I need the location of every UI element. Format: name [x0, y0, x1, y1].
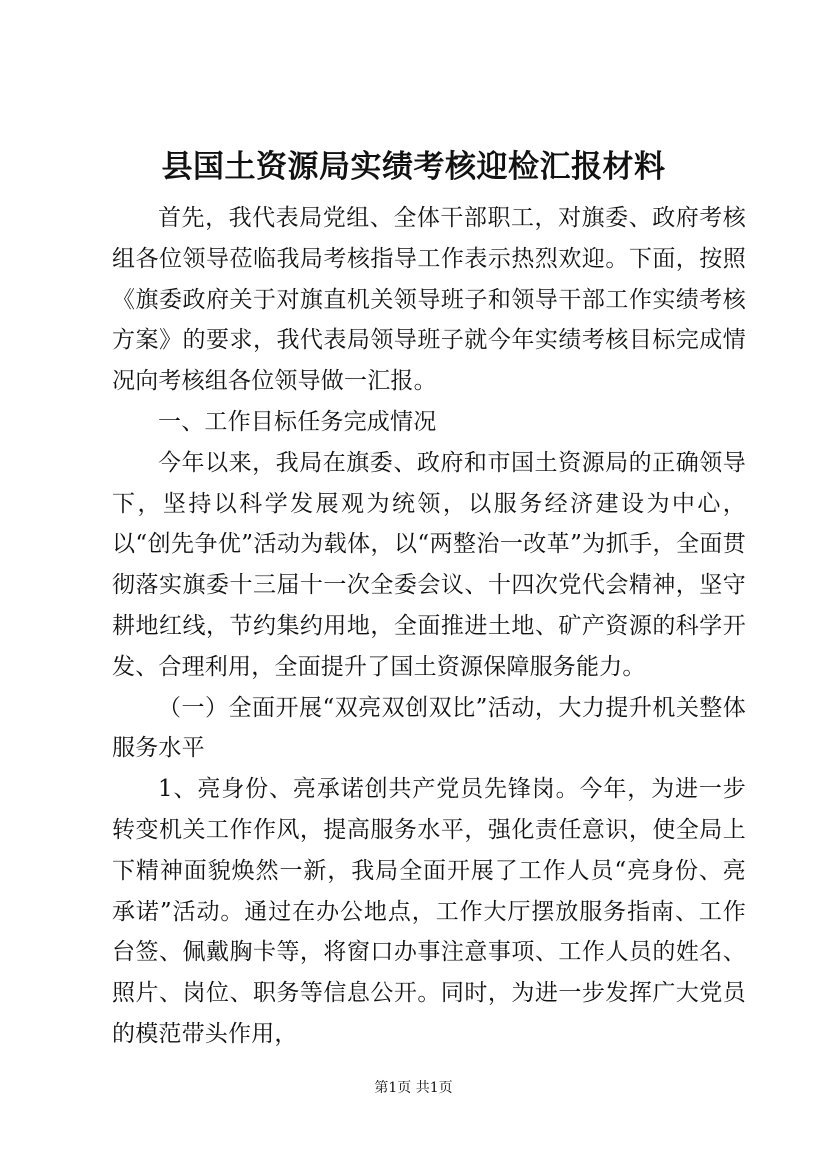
- document-body: [112, 198, 746, 1055]
- paragraph-item-1: 1、亮身份、亮承诺创共产党员先锋岗。今年，为进一步转变机关工作作风，提高服务水平，强化责任意识，使全局上下精神面貌焕然一新，我局全面开展了工作人员“亮身份、亮承诺”活动。通过在办公地点，工作大厅摆放服务指南、工作台签、佩戴胸卡等，将窗口办事注意事项、工作人员的姓名、照片、岗位、职务等信息公开。同时，为进一步发挥广大党员的模范带头作用，: [112, 776, 746, 1047]
- paragraph-summary: 今年以来，我局在旗委、政府和市国土资源局的正确领导下，坚持以科学发展观为统领，以服务经济建设为中心，以“创先争优”活动为载体，以“两整治一改革”为抓手，全面贯彻落实旗委十三届十一次全委会议、十四次党代会精神，坚守耕地红线，节约集约用地，全面推进土地、矿产资源的科学开发、合理利用，全面提升了国土资源保障服务能力。: [112, 449, 746, 680]
- subsection-heading-1: （一）全面开展“双亮双创双比”活动，大力提升机关整体服务水平: [112, 694, 746, 762]
- page-number-footer: 第1页 共1页: [374, 1080, 453, 1096]
- document-title: 县国土资源局实绩考核迎检汇报材料: [161, 149, 666, 185]
- paragraph-intro: 首先，我代表局党组、全体干部职工，对旗委、政府考核组各位领导莅临我局考核指导工作表示热烈欢迎。下面，按照《旗委政府关于对旗直机关领导班子和领导干部工作实绩考核方案》的要求，我代表局领导班子就今年实绩考核目标完成情况向考核组各位领导做一汇报。: [112, 205, 746, 395]
- section-heading-1: 一、工作目标任务完成情况: [158, 408, 437, 435]
